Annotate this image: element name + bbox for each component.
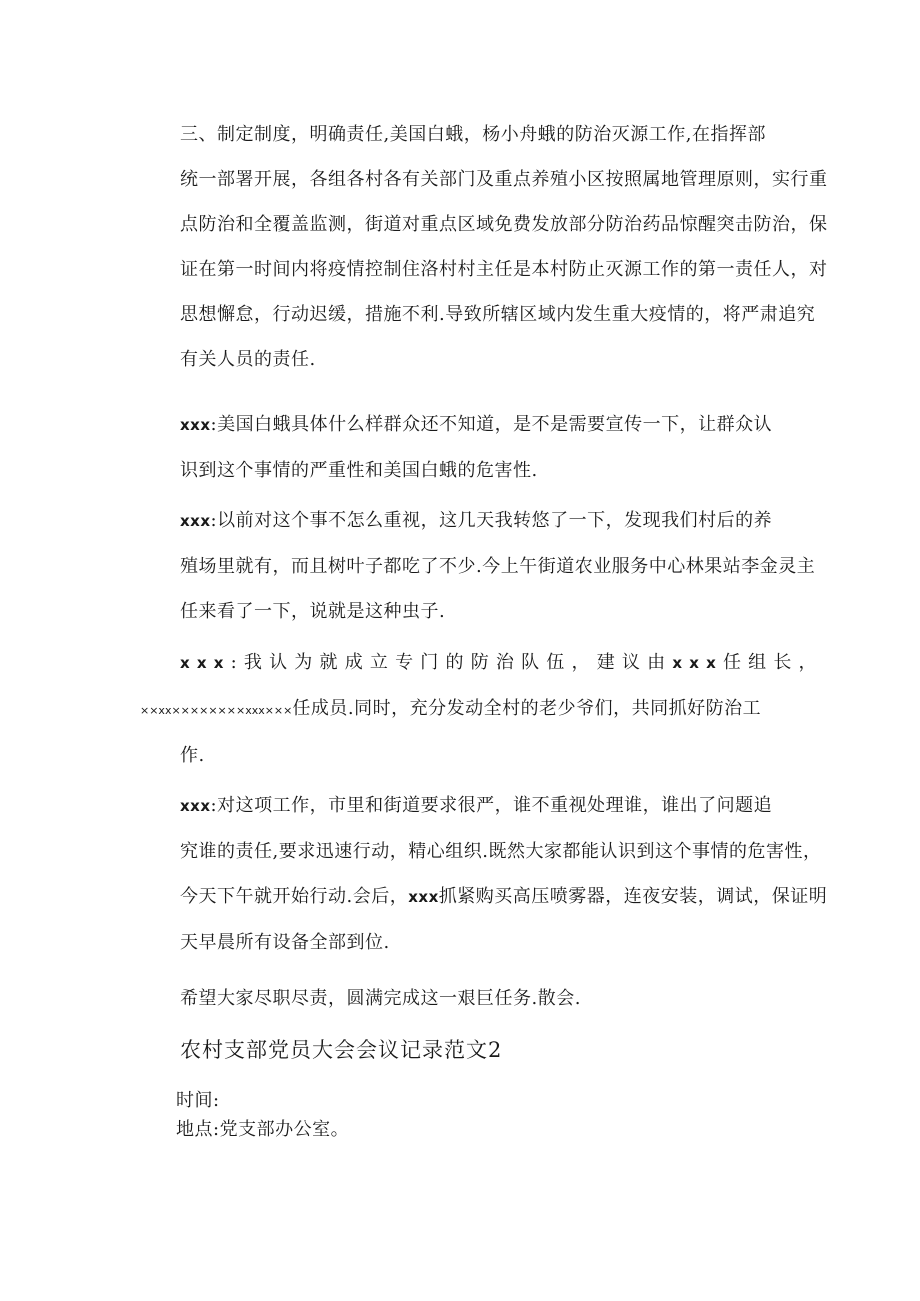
speech-paragraph-1 — [140, 402, 785, 493]
document-subtitle: 农村支部党员大会会议记录范文2 — [180, 1038, 503, 1062]
person-name: xxx — [408, 888, 439, 906]
speech-text: 任组长， — [722, 652, 824, 673]
meeting-place — [176, 1117, 349, 1143]
text-line: 究谁的责任,要求迅速行动，精心组织.既然大家都能认识到这个事情的危害性， — [180, 841, 822, 862]
speech-paragraph-2 — [140, 498, 816, 634]
closing-paragraph — [140, 976, 785, 1021]
speech-text: :美国白蛾具体什么样群众还不知道，是不是需要宣传一下，让群众认 — [210, 414, 773, 435]
leader-name: xxx — [672, 654, 723, 672]
text-line: 点防治和全覆盖监测，街道对重点区域免费发放部分防治药品惊醒突击防治，保 — [180, 214, 828, 235]
text-line: 希望大家尽职尽责，圆满完成这一艰巨任务.散会. — [180, 988, 581, 1009]
meeting-time — [176, 1088, 220, 1114]
speech-text: :对这项工作，市里和街道要求很严，谁不重视处理谁，谁出了问题追 — [210, 795, 773, 816]
speech-text: 任成员.同时，充分发动全村的老少爷们，共同抓好防治工 — [292, 698, 762, 719]
time-label: 时间: — [176, 1090, 220, 1111]
text-line — [140, 640, 824, 686]
text-line: 识到这个事情的严重性和美国白蛾的危害性. — [180, 460, 538, 481]
text-line: 统一部署开展，各组各村各有关部门及重点养殖小区按照属地管理原则，实行重 — [180, 169, 828, 190]
text-line — [140, 783, 785, 829]
text-line: 思想懈怠，行动迟缓，措施不利.导致所辖区域内发生重大疫情的，将严肃追究 — [180, 304, 816, 325]
text-line: 有关人员的责任. — [180, 349, 316, 370]
speaker-name: xxx — [180, 512, 211, 530]
speech-paragraph-4 — [140, 783, 828, 965]
text-line: 证在第一时间内将疫情控制住洛村村主任是本村防止灭源工作的第一责任人，对 — [180, 259, 828, 280]
place-value: 党支部办公室。 — [219, 1119, 350, 1140]
text-line: 作. — [180, 745, 205, 766]
text-line: 天早晨所有设备全部到位. — [180, 932, 390, 953]
speaker-name: xxx — [180, 797, 211, 815]
member-names: ××xx××××××××xxx××× — [140, 704, 293, 717]
text-line: 任来看了一下，说就是这种虫子. — [180, 601, 446, 622]
text-line: 殖场里就有，而且树叶子都吃了不少.今上午街道农业服务中心林果站李金灵主 — [180, 556, 816, 577]
speech-text: :我认为就成立专门的防治队伍，建议由 — [230, 652, 673, 673]
speech-text: 今天下午就开始行动.会后， — [180, 886, 409, 907]
text-line: 三、制定制度，明确责任,美国白蛾，杨小舟蛾的防治灭源工作,在指挥部 — [180, 124, 766, 145]
speech-text: 抓紧购买高压喷雾器，连夜安装，调试，保证明 — [438, 886, 828, 907]
speaker-name: xxx — [180, 416, 211, 434]
section-three-paragraph — [140, 112, 828, 382]
place-label: 地点: — [176, 1119, 220, 1140]
text-line — [140, 402, 785, 448]
speech-text: :以前对这个事不怎么重视，这几天我转悠了一下，发现我们村后的养 — [210, 510, 773, 531]
text-line — [140, 874, 828, 920]
speech-paragraph-3 — [140, 640, 824, 778]
speaker-name: xxx — [180, 654, 231, 672]
text-line — [140, 498, 785, 544]
text-line — [100, 686, 785, 733]
